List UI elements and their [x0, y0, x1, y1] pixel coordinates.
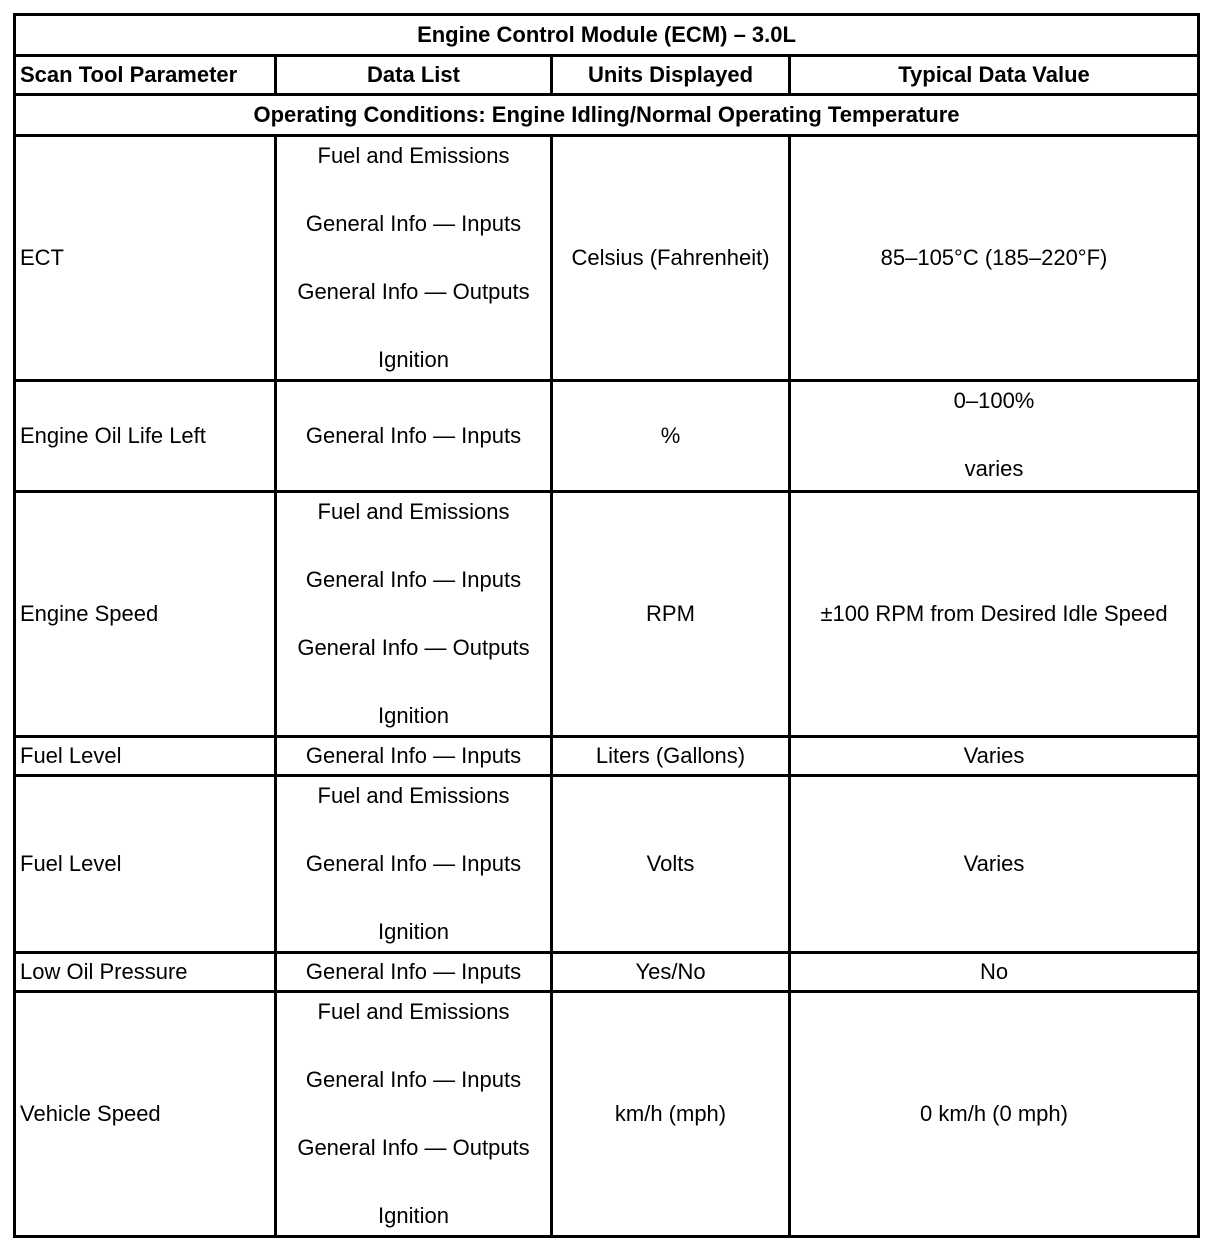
- parameter-cell: Vehicle Speed: [15, 992, 276, 1237]
- data-list-entry: Fuel and Emissions: [317, 143, 510, 168]
- data-list-entry: Fuel and Emissions: [317, 999, 510, 1024]
- data-table-container: [13, 13, 1200, 1238]
- units-cell: Celsius (Fahrenheit): [552, 136, 790, 381]
- table-row: [15, 776, 1199, 953]
- parameter-cell: ECT: [15, 136, 276, 381]
- data-list-entry: General Info — Inputs: [305, 567, 522, 592]
- title-row: [15, 15, 1199, 56]
- typical-value-cell: Varies: [790, 737, 1199, 776]
- units-cell: km/h (mph): [552, 992, 790, 1237]
- data-list-entry: General Info — Inputs: [305, 211, 522, 236]
- typical-value-cell: ±100 RPM from Desired Idle Speed: [790, 492, 1199, 737]
- parameter-cell: Fuel Level: [15, 776, 276, 953]
- data-list-cell: [276, 136, 552, 381]
- data-list-entry: General Info — Inputs: [305, 851, 522, 876]
- table-row: [15, 737, 1199, 776]
- header-scan-tool-parameter: Scan Tool Parameter: [15, 56, 276, 95]
- data-list-entry: Fuel and Emissions: [317, 783, 510, 808]
- table-row: [15, 992, 1199, 1237]
- data-list-cell: [276, 992, 552, 1237]
- table-title: Engine Control Module (ECM) – 3.0L: [15, 15, 1199, 56]
- data-list-entry: General Info — Outputs: [297, 1135, 530, 1160]
- conditions-row: [15, 95, 1199, 136]
- table-row: [15, 492, 1199, 737]
- units-cell: Volts: [552, 776, 790, 953]
- typical-value-cell: Varies: [790, 776, 1199, 953]
- table-row: [15, 136, 1199, 381]
- data-list-cell: General Info — Inputs: [276, 737, 552, 776]
- data-list-cell: [276, 492, 552, 737]
- header-row: [15, 56, 1199, 95]
- data-list-entry: General Info — Outputs: [297, 279, 530, 304]
- data-list-entry: Ignition: [378, 703, 449, 728]
- parameter-cell: Engine Speed: [15, 492, 276, 737]
- table-row: [15, 381, 1199, 492]
- units-cell: %: [552, 381, 790, 492]
- typical-value-entry: varies: [964, 456, 1024, 481]
- data-list-entry: Ignition: [378, 919, 449, 944]
- units-cell: Liters (Gallons): [552, 737, 790, 776]
- table-row: [15, 953, 1199, 992]
- data-list-cell: General Info — Inputs: [276, 381, 552, 492]
- parameter-cell: Low Oil Pressure: [15, 953, 276, 992]
- typical-value-cell: 85–105°C (185–220°F): [790, 136, 1199, 381]
- typical-value-cell: [790, 381, 1199, 492]
- data-list-cell: [276, 776, 552, 953]
- data-list-entry: Fuel and Emissions: [317, 499, 510, 524]
- typical-value-cell: 0 km/h (0 mph): [790, 992, 1199, 1237]
- data-list-entry: General Info — Outputs: [297, 635, 530, 660]
- operating-conditions: Operating Conditions: Engine Idling/Normal Operating Temperature: [15, 95, 1199, 136]
- data-list-entry: General Info — Inputs: [305, 1067, 522, 1092]
- header-data-list: Data List: [276, 56, 552, 95]
- ecm-data-table: [13, 13, 1200, 1238]
- data-list-entry: Ignition: [378, 347, 449, 372]
- header-typical-data-value: Typical Data Value: [790, 56, 1199, 95]
- header-units-displayed: Units Displayed: [552, 56, 790, 95]
- parameter-cell: Fuel Level: [15, 737, 276, 776]
- parameter-cell: Engine Oil Life Left: [15, 381, 276, 492]
- units-cell: Yes/No: [552, 953, 790, 992]
- data-list-cell: General Info — Inputs: [276, 953, 552, 992]
- units-cell: RPM: [552, 492, 790, 737]
- typical-value-cell: No: [790, 953, 1199, 992]
- typical-value-entry: 0–100%: [953, 388, 1035, 413]
- data-list-entry: Ignition: [378, 1203, 449, 1228]
